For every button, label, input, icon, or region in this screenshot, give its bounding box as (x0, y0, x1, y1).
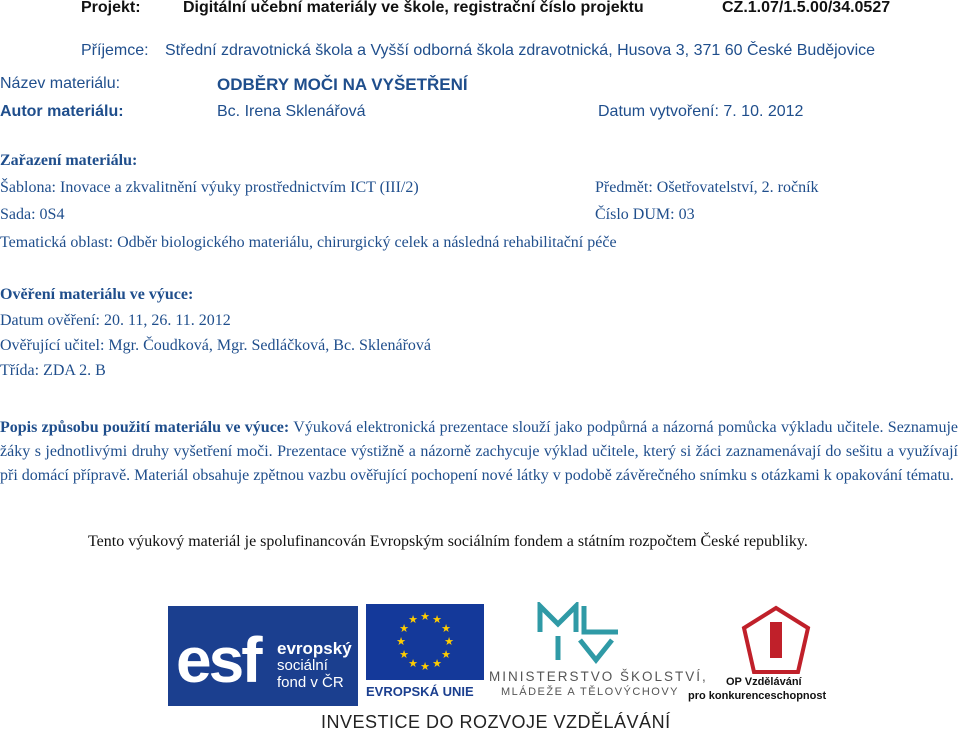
autor-label: Autor materiálu: (0, 103, 124, 120)
overeni-heading: Ověření materiálu ve výuce: (0, 286, 194, 303)
op-arrow-icon (736, 604, 816, 676)
projekt-value: Digitální učební materiály ve škole, registrační číslo projektu (183, 0, 644, 16)
spolufinancovani-note: Tento výukový materiál je spolufinancován Evropským sociálním fondem a státním rozpočtem České republiky. (88, 533, 808, 550)
esf-line-3: fond v ČR (277, 674, 344, 691)
eu-stars-icon (366, 604, 484, 680)
op-logo-mark (736, 604, 816, 680)
nazev-value: ODBĚRY MOČI NA VYŠETŘENÍ (217, 75, 468, 94)
datum-overeni: Datum ověření: 20. 11, 26. 11. 2012 (0, 312, 231, 329)
op-line-1: OP Vzdělávání (726, 676, 802, 688)
autor-value: Bc. Irena Sklenářová (217, 103, 366, 120)
prijemce-label: Příjemce: (81, 42, 149, 59)
esf-logo-text (277, 640, 352, 691)
trida: Třída: ZDA 2. B (0, 362, 106, 379)
predmet: Předmět: Ošetřovatelství, 2. ročník (595, 179, 819, 196)
popis-label: Popis způsobu použití materiálu ve výuce: (0, 419, 290, 436)
esf-logo-letters: esf (176, 624, 260, 696)
svg-text:★: ★ (441, 622, 451, 635)
svg-text:★: ★ (420, 610, 430, 623)
overujici-ucitel: Ověřující učitel: Mgr. Čoudková, Mgr. Sedláčková, Bc. Sklenářová (0, 337, 432, 354)
msmt-line-2: MLÁDEŽE A TĚLOVÝCHOVY (501, 686, 680, 698)
svg-text:★: ★ (432, 613, 442, 626)
popis-text: Výuková elektronická prezentace slouží jako podpůrná a názorná pomůcka výkladu učitele. Seznamuje žáky s jednotlivými druhy vyšetření moči. Prezentace výstižně a názorně zachycuje výklad učitele, který si žáci zaznamenávají do sešitu a využívají při domácí přípravě. Materiál obsahuje zpětnou vazbu ověřující pochopení nové látky v podobě závěrečného snímku s otázkami k opakování tématu. (0, 419, 959, 484)
sablona: Šablona: Inovace a zkvalitnění výuky prostřednictvím ICT (III/2) (0, 179, 419, 196)
svg-text:★: ★ (441, 648, 451, 661)
msmt-logo-mark (536, 602, 622, 664)
msmt-emblem-icon (536, 602, 622, 664)
esf-line-1: evropský (277, 639, 352, 658)
svg-text:★: ★ (444, 635, 454, 648)
svg-text:★: ★ (399, 648, 409, 661)
prijemce-value: Střední zdravotnická škola a Vyšší odborná škola zdravotnická, Husova 3, 371 60 České Budějovice (165, 42, 876, 59)
svg-text:★: ★ (399, 622, 409, 635)
projekt-number: CZ.1.07/1.5.00/34.0527 (722, 0, 891, 16)
investice-slogan: INVESTICE DO ROZVOJE VZDĚLÁVÁNÍ (321, 712, 671, 732)
msmt-line-1: MINISTERSTVO ŠKOLSTVÍ, (489, 669, 708, 684)
nazev-label: Název materiálu: (0, 75, 121, 92)
tematicka-oblast: Tematická oblast: Odběr biologického materiálu, chirurgický celek a následná rehabilitační péče (0, 234, 617, 251)
projekt-label: Projekt: (81, 0, 141, 16)
svg-text:★: ★ (432, 657, 442, 670)
zarazeni-heading: Zařazení materiálu: (0, 152, 138, 169)
esf-line-2: sociální (277, 657, 328, 674)
svg-text:★: ★ (408, 657, 418, 670)
cislo-dum: Číslo DUM: 03 (595, 206, 695, 223)
datum-vytvoreni: Datum vytvoření: 7. 10. 2012 (598, 103, 804, 120)
svg-text:★: ★ (420, 660, 430, 673)
sada: Sada: 0S4 (0, 206, 65, 223)
op-line-2: pro konkurenceschopnost (688, 690, 827, 702)
svg-text:★: ★ (408, 613, 418, 626)
eu-flag-logo (366, 604, 484, 680)
svg-text:★: ★ (396, 635, 406, 648)
eu-label: EVROPSKÁ UNIE (366, 684, 474, 699)
popis-paragraph (0, 416, 958, 488)
